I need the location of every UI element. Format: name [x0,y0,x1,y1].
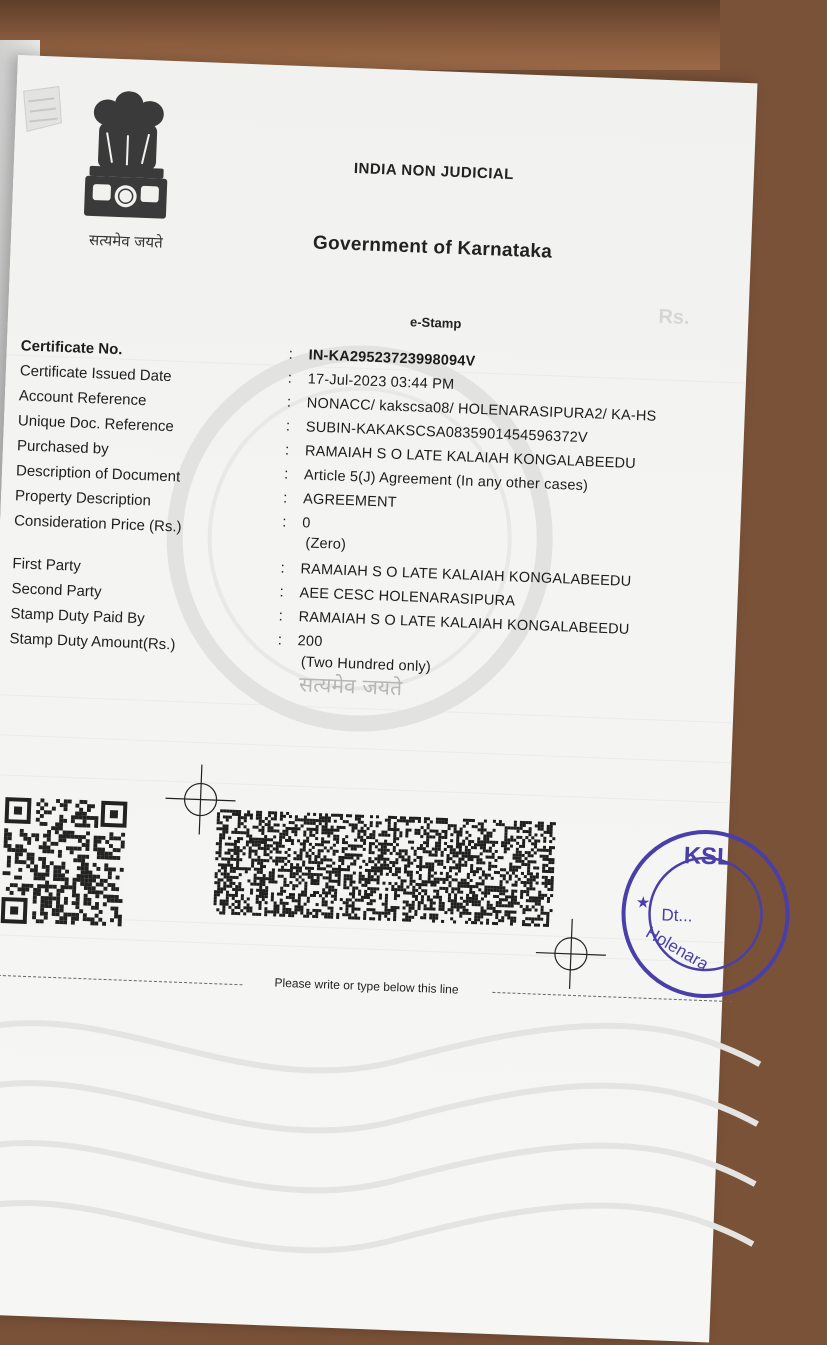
qr-code-icon [0,795,129,930]
field-label-certificate-no: Certificate No. [20,337,123,359]
corner-ornament-icon [16,81,69,163]
write-below-line-text: Please write or type below this line [274,975,459,997]
header-government: Government of Karnataka [312,232,553,263]
motto-watermark: सत्यमेव जयते [298,672,403,701]
field-label-account-reference: Account Reference [18,387,147,410]
field-colon: : [286,393,292,411]
field-value-second-party: AEE CESC HOLENARASIPURA [299,585,516,610]
field-label-first-party: First Party [12,555,82,575]
field-label-property-description: Property Description [14,487,152,510]
ashoka-emblem-icon [69,81,185,235]
field-label-consideration-price: Consideration Price (Rs.) [13,512,182,536]
estamp-paper [0,55,757,1342]
field-label-stamp-duty-paid-by: Stamp Duty Paid By [10,605,146,628]
field-label-purchased-by: Purchased by [16,437,109,458]
crosshair-icon [535,918,608,991]
seal-center-text: Dt... [661,905,693,926]
field-label-stamp-duty-amount: Stamp Duty Amount(Rs.) [9,630,176,654]
seal-star-icon: ★ [635,892,651,912]
header-estamp: e-Stamp [409,314,462,332]
field-colon: : [279,583,285,601]
pdf417-barcode-icon [211,807,555,926]
field-value-stamp-duty-amount: 200 [297,633,323,651]
field-colon: : [277,631,283,649]
field-label-unique-doc-reference: Unique Doc. Reference [17,412,175,436]
seal-top-text: KSL [683,842,733,871]
field-colon: : [283,465,289,483]
faint-corner-text: Rs. [658,305,690,329]
field-label-description-of-document: Description of Document [15,462,181,486]
field-label-issued-date: Certificate Issued Date [19,362,172,386]
emblem-motto: सत्यमेव जयते [88,230,164,252]
field-colon: : [278,607,284,625]
field-value-stamp-duty-amount-words: (Two Hundred only) [300,654,432,676]
field-colon: : [282,489,288,507]
field-value-first-party: RAMAIAH S O LATE KALAIAH KONGALABEEDU [300,561,632,590]
field-value-description-of-document: Article 5(J) Agreement (In any other cases) [303,467,589,495]
seal-bottom-text: Holenara [642,922,712,974]
field-colon: : [285,417,291,435]
field-colon: : [280,559,285,577]
field-colon: : [284,441,290,459]
header-title: INDIA NON JUDICIAL [353,159,515,184]
field-value-property-description: AGREEMENT [302,491,398,511]
field-colon: : [287,369,293,387]
field-value-consideration-price-words: (Zero) [305,535,347,553]
field-label-second-party: Second Party [11,580,102,601]
field-value-purchased-by: RAMAIAH S O LATE KALAIAH KONGALABEEDU [304,443,637,473]
field-colon: : [281,513,287,531]
field-value-unique-doc-reference: SUBIN-KAKAKSCSA0835901454596372V [305,419,589,447]
field-value-account-reference: NONACC/ kakscsa08/ HOLENARASIPURA2/ KA-HS [306,395,657,425]
field-value-stamp-duty-paid-by: RAMAIAH S O LATE KALAIAH KONGALABEEDU [298,609,630,638]
ksl-stamp-seal-icon [612,821,799,1008]
field-colon: : [288,345,294,363]
field-value-certificate-no: IN-KA29523723998094V [308,347,476,370]
field-value-issued-date: 17-Jul-2023 03:44 PM [307,371,455,393]
field-value-consideration-price: 0 [301,515,311,532]
